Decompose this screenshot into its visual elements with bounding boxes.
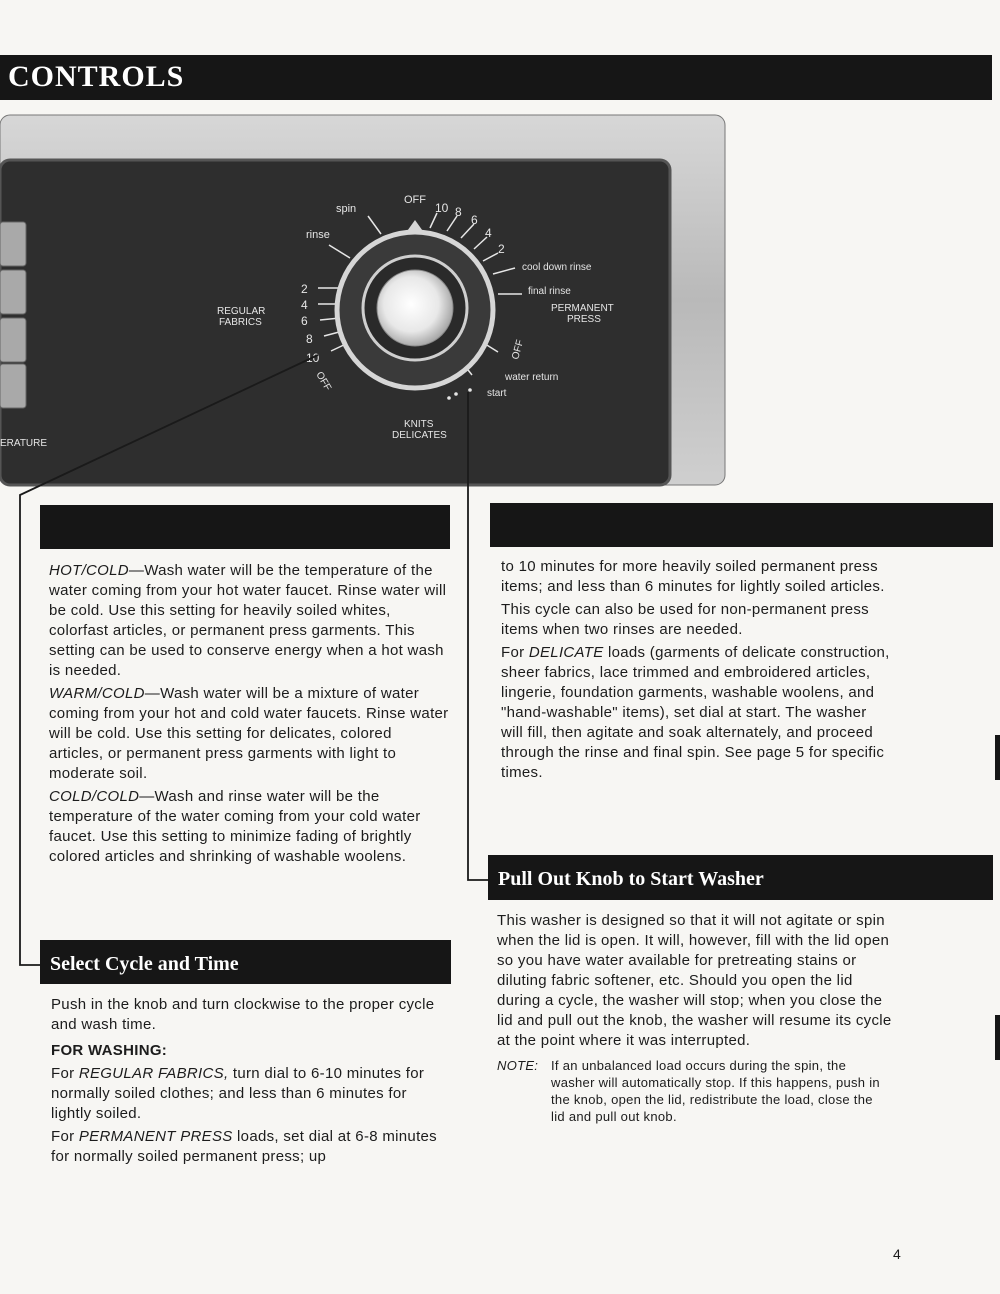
warm-cold-paragraph: WARM/COLD—Wash water will be a mixture of water coming from your hot and cold water faucets. Rinse water will be cold. Use this setting for delicates, colored articles, or permanent press garments with light to moderate soil. [49,685,449,782]
dial-label-delicates: DELICATES [392,430,447,441]
dial-label-knits: KNITS [404,419,434,430]
dial-label-off-top: OFF [404,194,426,206]
dial-number-8-top: 8 [455,205,462,219]
non-permanent-paragraph: This cycle can also be used for non-permanent press items when two rinses are needed. [501,601,869,638]
page-edge-mark-1 [995,735,1000,780]
dial-label-final-rinse: final rinse [528,286,571,297]
dial-number-6-top: 6 [471,213,478,227]
delicate-paragraph: For DELICATE loads (garments of delicate construction, sheer fabrics, lace trimmed and embroidered articles, lingerie, foundation garments, washable woolens, and "hand-washable" items), set dial at start. The washer will fill, then agitate and soak alternately, and proceed through the rinse and final spin. See page 5 for specific times. [501,644,890,781]
dial-number-4-left: 4 [301,298,308,312]
dial-label-regular: REGULAR [217,306,266,317]
left-section-bar [40,505,450,549]
note [497,1057,892,1125]
dial-label-off-left: OFF [313,370,333,393]
dial-number-10-left: 10 [306,351,320,365]
pull-out-knob-text [497,911,892,1125]
for-washing-subheading: FOR WASHING: [51,1042,168,1059]
regular-fabrics-term: REGULAR FABRICS, [78,1065,229,1082]
note-label: NOTE: [497,1058,539,1073]
hot-cold-term: HOT/COLD [49,562,129,579]
dial-label-permanent: PERMANENT [551,303,614,314]
hot-cold-paragraph: HOT/COLD—Wash water will be the temperature of the water coming from your hot water faucet. Rinse water will be cold. Use this setting for heavily soiled whites, colorfast articles, or permanent press garments. This setting can be used to conserve energy when a hot wash is needed. [49,562,447,679]
dial-number-10-top: 10 [435,201,449,215]
delicate-term: DELICATE [528,644,604,661]
dial-number-8-left: 8 [306,332,313,346]
dial-label-start: start [487,388,507,399]
page-number: 4 [893,1246,901,1262]
dial-label-water-return: water return [505,372,559,383]
dial-number-2-top: 2 [498,242,505,256]
page-title: CONTROLS [8,60,185,93]
dial-number-2-left: 2 [301,282,308,296]
permanent-press-paragraph: For PERMANENT PRESS loads, set dial at 6-8 minutes for normally soiled permanent press; up [51,1128,437,1165]
dial-label-off-right: OFF [510,338,527,361]
warm-cold-term: WARM/COLD [49,685,145,702]
permanent-press-term: PERMANENT PRESS [78,1128,233,1145]
select-cycle-heading: Select Cycle and Time [50,953,239,975]
pull-out-knob-heading: Pull Out Knob to Start Washer [498,868,764,890]
temperature-descriptions [49,561,449,870]
dial-label-spin: spin [336,203,357,215]
pull-out-knob-paragraph: This washer is designed so that it will not agitate or spin when the lid is open. It will, however, fill with the lid open so you have water available for pretreating stains or diluting fabric softener, etc. Should you open the lid during a cycle, the washer will stop; when you close the lid and pull out the knob, the washer will resume its cycle at the point where it was interrupted. [497,912,892,1049]
regular-fabrics-paragraph: For REGULAR FABRICS, turn dial to 6-10 minutes for normally soiled clothes; and less than 6 minutes for lightly soiled. [51,1065,425,1122]
right-column-text [501,557,891,786]
dial-number-4-top: 4 [485,226,492,240]
temperature-label: ERATURE [0,438,48,449]
dial-label-fabrics: FABRICS [219,317,262,328]
dial-label-rinse: rinse [306,229,330,241]
select-cycle-text [51,995,451,1170]
select-cycle-intro: Push in the knob and turn clockwise to the proper cycle and wash time. [51,996,435,1033]
page-edge-mark-2 [995,1015,1000,1060]
dial-label-press: PRESS [567,314,601,325]
continued-paragraph: to 10 minutes for more heavily soiled permanent press items; and less than 6 minutes for lightly soiled articles. [501,558,885,595]
dial-number-6-left: 6 [301,314,308,328]
cold-cold-term: COLD/COLD [49,788,140,805]
dial-label-cool-down-rinse: cool down rinse [522,262,592,273]
right-section-bar [490,503,993,547]
note-text: If an unbalanced load occurs during the spin, the washer will automatically stop. If this happens, push in the knob, open the lid, redistribute the load, close the lid and pull out knob. [551,1058,880,1124]
cold-cold-paragraph: COLD/COLD—Wash and rinse water will be the temperature of the water coming from your cold water faucet. Use this setting to minimize fading of brightly colored articles and shrinking of washable woolens. [49,788,421,865]
